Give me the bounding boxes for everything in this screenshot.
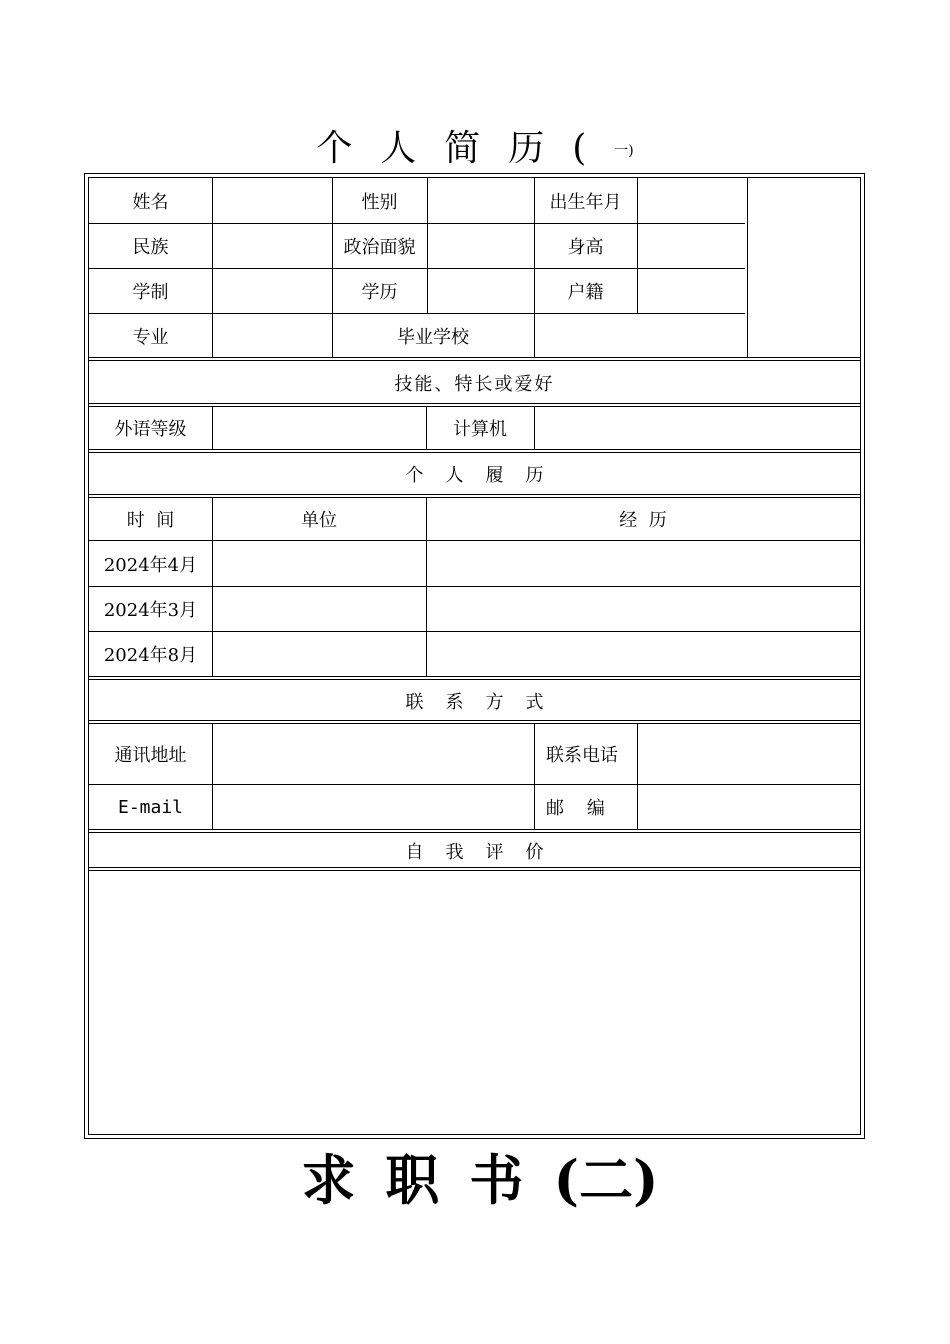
ethnicity-label: 民族 xyxy=(132,236,169,258)
grid-line xyxy=(534,407,535,449)
experience-unit-field[interactable] xyxy=(212,587,426,631)
self-eval-area[interactable] xyxy=(89,871,860,1134)
computer-label: 计算机 xyxy=(453,419,507,440)
postcode-field[interactable] xyxy=(637,785,860,829)
gender-field[interactable] xyxy=(427,178,534,223)
skills-header-row xyxy=(89,361,860,404)
grid-line xyxy=(89,268,745,269)
school-field[interactable] xyxy=(534,313,747,358)
grid-line xyxy=(534,178,535,358)
basic-row-1 xyxy=(89,178,860,223)
resume-subtitle: 一) xyxy=(614,143,634,159)
resume-title: 个人简历( xyxy=(316,128,615,169)
phone-field[interactable] xyxy=(637,724,860,784)
experience-header-row xyxy=(89,453,860,495)
grid-line xyxy=(89,223,745,224)
experience-unit-field[interactable] xyxy=(212,632,426,676)
education-field[interactable] xyxy=(427,268,534,313)
contact-row-2 xyxy=(89,785,860,829)
photo-area[interactable] xyxy=(747,178,862,358)
time-column-header: 时 间 xyxy=(126,510,175,531)
height-label: 身高 xyxy=(567,236,604,258)
grid-line xyxy=(89,313,745,314)
footer-title xyxy=(0,1140,950,1220)
self-eval-header-row xyxy=(89,833,860,868)
footer-title-suffix: (二) xyxy=(553,1148,659,1212)
history-column-header: 经 历 xyxy=(619,510,667,531)
school-label: 毕业学校 xyxy=(397,326,469,348)
resume-form-inner xyxy=(88,177,861,1135)
unit-column-header: 单位 xyxy=(301,510,337,531)
birth-field[interactable] xyxy=(637,178,747,223)
education-label: 学历 xyxy=(361,281,398,303)
contact-header-row xyxy=(89,680,860,721)
experience-time: 2024年8月 xyxy=(103,645,198,666)
grid-line xyxy=(212,178,213,358)
skills-row xyxy=(89,407,860,449)
schooling-field[interactable] xyxy=(212,268,332,313)
political-field[interactable] xyxy=(427,223,534,268)
language-field[interactable] xyxy=(212,407,426,449)
language-label: 外语等级 xyxy=(114,419,187,440)
experience-time: 2024年3月 xyxy=(103,600,198,621)
resume-form xyxy=(84,173,865,1139)
phone-label: 联系电话 xyxy=(546,745,618,766)
experience-history-field[interactable] xyxy=(426,587,860,631)
contact-row-1 xyxy=(89,724,860,784)
basic-row-3 xyxy=(89,268,860,313)
name-label: 姓名 xyxy=(132,191,169,213)
gender-label: 性别 xyxy=(361,191,398,213)
page-title xyxy=(0,124,950,176)
basic-row-4 xyxy=(89,313,860,358)
name-field[interactable] xyxy=(212,178,332,223)
grid-line xyxy=(534,724,535,829)
address-label: 通讯地址 xyxy=(114,745,187,766)
footer-title-text: 求职书 xyxy=(301,1148,554,1212)
birth-label: 出生年月 xyxy=(549,191,622,213)
postcode-label: 邮 编 xyxy=(546,798,605,819)
email-field[interactable] xyxy=(212,785,534,829)
experience-row xyxy=(89,541,860,586)
self-eval-section-title: 自我评价 xyxy=(405,841,566,863)
grid-line xyxy=(426,407,427,449)
basic-row-2 xyxy=(89,223,860,268)
experience-columns xyxy=(89,498,860,540)
grid-line xyxy=(426,498,427,676)
experience-row xyxy=(89,587,860,631)
schooling-label: 学制 xyxy=(132,281,169,303)
ethnicity-field[interactable] xyxy=(212,223,332,268)
grid-line xyxy=(212,407,213,449)
computer-field[interactable] xyxy=(534,407,860,449)
household-field[interactable] xyxy=(637,268,747,313)
email-label: E-mail xyxy=(117,796,184,818)
grid-line xyxy=(637,724,638,829)
skills-section-title: 技能、特长或爱好 xyxy=(394,373,555,395)
grid-line xyxy=(212,724,213,829)
experience-unit-field[interactable] xyxy=(212,541,426,586)
grid-line xyxy=(212,498,213,676)
grid-line xyxy=(637,178,638,313)
contact-section-title: 联系方式 xyxy=(405,691,566,713)
grid-line xyxy=(427,178,428,313)
major-label: 专业 xyxy=(132,326,169,348)
experience-history-field[interactable] xyxy=(426,632,860,676)
experience-section-title: 个人履历 xyxy=(405,465,566,486)
address-field[interactable] xyxy=(212,724,534,784)
household-label: 户籍 xyxy=(567,281,604,303)
experience-time: 2024年4月 xyxy=(103,554,198,576)
political-label: 政治面貌 xyxy=(343,236,416,258)
major-field[interactable] xyxy=(212,313,332,358)
grid-line xyxy=(747,178,748,358)
grid-line xyxy=(332,178,333,358)
experience-history-field[interactable] xyxy=(426,541,860,586)
height-field[interactable] xyxy=(637,223,747,268)
experience-row xyxy=(89,632,860,676)
